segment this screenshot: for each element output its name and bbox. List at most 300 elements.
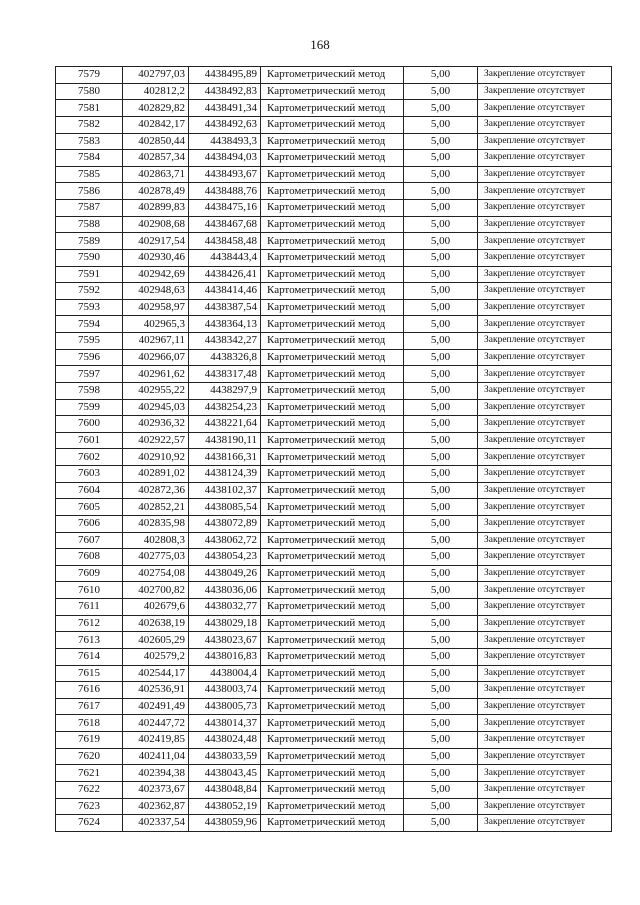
table-row bbox=[56, 299, 612, 316]
method-cell: Картометрический метод bbox=[261, 233, 404, 250]
y-coordinate-cell: 4438029,18 bbox=[189, 615, 261, 632]
table-row bbox=[56, 765, 612, 782]
point-number-cell: 7586 bbox=[56, 183, 123, 200]
table-row bbox=[56, 67, 612, 84]
method-cell: Картометрический метод bbox=[261, 781, 404, 798]
point-number-cell: 7590 bbox=[56, 249, 123, 266]
fixing-cell: Закрепление отсутствует bbox=[478, 283, 612, 300]
point-number-cell: 7618 bbox=[56, 715, 123, 732]
x-coordinate-cell: 402878,49 bbox=[123, 183, 189, 200]
x-coordinate-cell: 402966,07 bbox=[123, 349, 189, 366]
method-cell: Картометрический метод bbox=[261, 299, 404, 316]
y-coordinate-cell: 4438054,23 bbox=[189, 549, 261, 566]
table-row bbox=[56, 665, 612, 682]
fixing-cell: Закрепление отсутствует bbox=[478, 765, 612, 782]
accuracy-cell: 5,00 bbox=[404, 100, 478, 117]
fixing-cell: Закрепление отсутствует bbox=[478, 150, 612, 167]
y-coordinate-cell: 4438102,37 bbox=[189, 482, 261, 499]
y-coordinate-cell: 4438495,89 bbox=[189, 67, 261, 84]
table-row bbox=[56, 499, 612, 516]
table-row bbox=[56, 382, 612, 399]
fixing-cell: Закрепление отсутствует bbox=[478, 399, 612, 416]
x-coordinate-cell: 402679,6 bbox=[123, 599, 189, 616]
table-row bbox=[56, 482, 612, 499]
y-coordinate-cell: 4438005,73 bbox=[189, 698, 261, 715]
y-coordinate-cell: 4438297,9 bbox=[189, 382, 261, 399]
accuracy-cell: 5,00 bbox=[404, 715, 478, 732]
fixing-cell: Закрепление отсутствует bbox=[478, 565, 612, 582]
point-number-cell: 7613 bbox=[56, 632, 123, 649]
table-row bbox=[56, 781, 612, 798]
point-number-cell: 7591 bbox=[56, 266, 123, 283]
point-number-cell: 7622 bbox=[56, 781, 123, 798]
x-coordinate-cell: 402852,21 bbox=[123, 499, 189, 516]
method-cell: Картометрический метод bbox=[261, 382, 404, 399]
method-cell: Картометрический метод bbox=[261, 515, 404, 532]
fixing-cell: Закрепление отсутствует bbox=[478, 233, 612, 250]
table-row bbox=[56, 100, 612, 117]
x-coordinate-cell: 402899,83 bbox=[123, 200, 189, 217]
point-number-cell: 7602 bbox=[56, 449, 123, 466]
point-number-cell: 7593 bbox=[56, 299, 123, 316]
fixing-cell: Закрепление отсутствует bbox=[478, 482, 612, 499]
fixing-cell: Закрепление отсутствует bbox=[478, 299, 612, 316]
point-number-cell: 7587 bbox=[56, 200, 123, 217]
accuracy-cell: 5,00 bbox=[404, 632, 478, 649]
accuracy-cell: 5,00 bbox=[404, 166, 478, 183]
fixing-cell: Закрепление отсутствует bbox=[478, 67, 612, 84]
fixing-cell: Закрепление отсутствует bbox=[478, 549, 612, 566]
fixing-cell: Закрепление отсутствует bbox=[478, 515, 612, 532]
point-number-cell: 7589 bbox=[56, 233, 123, 250]
accuracy-cell: 5,00 bbox=[404, 682, 478, 699]
fixing-cell: Закрепление отсутствует bbox=[478, 349, 612, 366]
table-row bbox=[56, 549, 612, 566]
y-coordinate-cell: 4438342,27 bbox=[189, 333, 261, 350]
method-cell: Картометрический метод bbox=[261, 532, 404, 549]
method-cell: Картометрический метод bbox=[261, 399, 404, 416]
method-cell: Картометрический метод bbox=[261, 665, 404, 682]
x-coordinate-cell: 402842,17 bbox=[123, 116, 189, 133]
fixing-cell: Закрепление отсутствует bbox=[478, 100, 612, 117]
table-row bbox=[56, 316, 612, 333]
method-cell: Картометрический метод bbox=[261, 316, 404, 333]
table-row bbox=[56, 466, 612, 483]
method-cell: Картометрический метод bbox=[261, 83, 404, 100]
fixing-cell: Закрепление отсутствует bbox=[478, 116, 612, 133]
fixing-cell: Закрепление отсутствует bbox=[478, 366, 612, 383]
fixing-cell: Закрепление отсутствует bbox=[478, 582, 612, 599]
fixing-cell: Закрепление отсутствует bbox=[478, 748, 612, 765]
fixing-cell: Закрепление отсутствует bbox=[478, 499, 612, 516]
x-coordinate-cell: 402775,03 bbox=[123, 549, 189, 566]
method-cell: Картометрический метод bbox=[261, 748, 404, 765]
x-coordinate-cell: 402337,54 bbox=[123, 815, 189, 832]
x-coordinate-cell: 402579,2 bbox=[123, 648, 189, 665]
table-row bbox=[56, 333, 612, 350]
x-coordinate-cell: 402544,17 bbox=[123, 665, 189, 682]
x-coordinate-cell: 402835,98 bbox=[123, 515, 189, 532]
point-number-cell: 7580 bbox=[56, 83, 123, 100]
x-coordinate-cell: 402536,91 bbox=[123, 682, 189, 699]
method-cell: Картометрический метод bbox=[261, 599, 404, 616]
table-row bbox=[56, 349, 612, 366]
table-row bbox=[56, 599, 612, 616]
accuracy-cell: 5,00 bbox=[404, 200, 478, 217]
table-row bbox=[56, 732, 612, 749]
accuracy-cell: 5,00 bbox=[404, 83, 478, 100]
x-coordinate-cell: 402754,08 bbox=[123, 565, 189, 582]
y-coordinate-cell: 4438364,13 bbox=[189, 316, 261, 333]
accuracy-cell: 5,00 bbox=[404, 698, 478, 715]
y-coordinate-cell: 4438492,63 bbox=[189, 116, 261, 133]
y-coordinate-cell: 4438072,89 bbox=[189, 515, 261, 532]
method-cell: Картометрический метод bbox=[261, 266, 404, 283]
point-number-cell: 7621 bbox=[56, 765, 123, 782]
method-cell: Картометрический метод bbox=[261, 615, 404, 632]
y-coordinate-cell: 4438254,23 bbox=[189, 399, 261, 416]
table-row bbox=[56, 150, 612, 167]
accuracy-cell: 5,00 bbox=[404, 333, 478, 350]
point-number-cell: 7612 bbox=[56, 615, 123, 632]
accuracy-cell: 5,00 bbox=[404, 565, 478, 582]
coordinates-table bbox=[55, 66, 612, 832]
fixing-cell: Закрепление отсутствует bbox=[478, 781, 612, 798]
table-row bbox=[56, 183, 612, 200]
accuracy-cell: 5,00 bbox=[404, 599, 478, 616]
point-number-cell: 7585 bbox=[56, 166, 123, 183]
fixing-cell: Закрепление отсутствует bbox=[478, 249, 612, 266]
y-coordinate-cell: 4438414,46 bbox=[189, 283, 261, 300]
table-row bbox=[56, 748, 612, 765]
method-cell: Картометрический метод bbox=[261, 249, 404, 266]
y-coordinate-cell: 4438043,45 bbox=[189, 765, 261, 782]
table-row bbox=[56, 116, 612, 133]
y-coordinate-cell: 4438016,83 bbox=[189, 648, 261, 665]
accuracy-cell: 5,00 bbox=[404, 266, 478, 283]
point-number-cell: 7594 bbox=[56, 316, 123, 333]
point-number-cell: 7600 bbox=[56, 416, 123, 433]
y-coordinate-cell: 4438032,77 bbox=[189, 599, 261, 616]
x-coordinate-cell: 402491,49 bbox=[123, 698, 189, 715]
y-coordinate-cell: 4438458,48 bbox=[189, 233, 261, 250]
x-coordinate-cell: 402965,3 bbox=[123, 316, 189, 333]
table-row bbox=[56, 615, 612, 632]
y-coordinate-cell: 4438023,67 bbox=[189, 632, 261, 649]
table-row bbox=[56, 366, 612, 383]
method-cell: Картометрический метод bbox=[261, 732, 404, 749]
y-coordinate-cell: 4438003,74 bbox=[189, 682, 261, 699]
table-row bbox=[56, 283, 612, 300]
y-coordinate-cell: 4438048,84 bbox=[189, 781, 261, 798]
point-number-cell: 7597 bbox=[56, 366, 123, 383]
method-cell: Картометрический метод bbox=[261, 482, 404, 499]
x-coordinate-cell: 402948,63 bbox=[123, 283, 189, 300]
fixing-cell: Закрепление отсутствует bbox=[478, 815, 612, 832]
point-number-cell: 7601 bbox=[56, 432, 123, 449]
table-row bbox=[56, 399, 612, 416]
method-cell: Картометрический метод bbox=[261, 565, 404, 582]
table-row bbox=[56, 166, 612, 183]
method-cell: Картометрический метод bbox=[261, 366, 404, 383]
x-coordinate-cell: 402955,22 bbox=[123, 382, 189, 399]
method-cell: Картометрический метод bbox=[261, 183, 404, 200]
accuracy-cell: 5,00 bbox=[404, 382, 478, 399]
accuracy-cell: 5,00 bbox=[404, 316, 478, 333]
point-number-cell: 7623 bbox=[56, 798, 123, 815]
method-cell: Картометрический метод bbox=[261, 67, 404, 84]
accuracy-cell: 5,00 bbox=[404, 133, 478, 150]
fixing-cell: Закрепление отсутствует bbox=[478, 83, 612, 100]
point-number-cell: 7595 bbox=[56, 333, 123, 350]
point-number-cell: 7610 bbox=[56, 582, 123, 599]
x-coordinate-cell: 402808,3 bbox=[123, 532, 189, 549]
table-row bbox=[56, 233, 612, 250]
point-number-cell: 7614 bbox=[56, 648, 123, 665]
x-coordinate-cell: 402373,67 bbox=[123, 781, 189, 798]
fixing-cell: Закрепление отсутствует bbox=[478, 333, 612, 350]
method-cell: Картометрический метод bbox=[261, 200, 404, 217]
accuracy-cell: 5,00 bbox=[404, 150, 478, 167]
table-row bbox=[56, 698, 612, 715]
table-row bbox=[56, 632, 612, 649]
point-number-cell: 7599 bbox=[56, 399, 123, 416]
method-cell: Картометрический метод bbox=[261, 116, 404, 133]
method-cell: Картометрический метод bbox=[261, 715, 404, 732]
y-coordinate-cell: 4438033,59 bbox=[189, 748, 261, 765]
fixing-cell: Закрепление отсутствует bbox=[478, 316, 612, 333]
method-cell: Картометрический метод bbox=[261, 798, 404, 815]
accuracy-cell: 5,00 bbox=[404, 399, 478, 416]
accuracy-cell: 5,00 bbox=[404, 432, 478, 449]
y-coordinate-cell: 4438124,39 bbox=[189, 466, 261, 483]
y-coordinate-cell: 4438493,67 bbox=[189, 166, 261, 183]
accuracy-cell: 5,00 bbox=[404, 615, 478, 632]
fixing-cell: Закрепление отсутствует bbox=[478, 416, 612, 433]
table-row bbox=[56, 582, 612, 599]
fixing-cell: Закрепление отсутствует bbox=[478, 266, 612, 283]
table-row bbox=[56, 515, 612, 532]
method-cell: Картометрический метод bbox=[261, 648, 404, 665]
accuracy-cell: 5,00 bbox=[404, 283, 478, 300]
method-cell: Картометрический метод bbox=[261, 349, 404, 366]
y-coordinate-cell: 4438443,4 bbox=[189, 249, 261, 266]
method-cell: Картометрический метод bbox=[261, 150, 404, 167]
fixing-cell: Закрепление отсутствует bbox=[478, 599, 612, 616]
fixing-cell: Закрепление отсутствует bbox=[478, 432, 612, 449]
y-coordinate-cell: 4438062,72 bbox=[189, 532, 261, 549]
x-coordinate-cell: 402958,97 bbox=[123, 299, 189, 316]
y-coordinate-cell: 4438494,03 bbox=[189, 150, 261, 167]
point-number-cell: 7592 bbox=[56, 283, 123, 300]
x-coordinate-cell: 402857,34 bbox=[123, 150, 189, 167]
accuracy-cell: 5,00 bbox=[404, 349, 478, 366]
point-number-cell: 7609 bbox=[56, 565, 123, 582]
point-number-cell: 7616 bbox=[56, 682, 123, 699]
y-coordinate-cell: 4438475,16 bbox=[189, 200, 261, 217]
method-cell: Картометрический метод bbox=[261, 216, 404, 233]
y-coordinate-cell: 4438493,3 bbox=[189, 133, 261, 150]
x-coordinate-cell: 402930,46 bbox=[123, 249, 189, 266]
fixing-cell: Закрепление отсутствует bbox=[478, 615, 612, 632]
fixing-cell: Закрепление отсутствует bbox=[478, 798, 612, 815]
table-row bbox=[56, 565, 612, 582]
point-number-cell: 7583 bbox=[56, 133, 123, 150]
accuracy-cell: 5,00 bbox=[404, 648, 478, 665]
x-coordinate-cell: 402945,03 bbox=[123, 399, 189, 416]
x-coordinate-cell: 402411,04 bbox=[123, 748, 189, 765]
table-row bbox=[56, 682, 612, 699]
x-coordinate-cell: 402447,72 bbox=[123, 715, 189, 732]
x-coordinate-cell: 402863,71 bbox=[123, 166, 189, 183]
x-coordinate-cell: 402908,68 bbox=[123, 216, 189, 233]
fixing-cell: Закрепление отсутствует bbox=[478, 183, 612, 200]
x-coordinate-cell: 402605,29 bbox=[123, 632, 189, 649]
fixing-cell: Закрепление отсутствует bbox=[478, 166, 612, 183]
y-coordinate-cell: 4438052,19 bbox=[189, 798, 261, 815]
point-number-cell: 7607 bbox=[56, 532, 123, 549]
point-number-cell: 7611 bbox=[56, 599, 123, 616]
accuracy-cell: 5,00 bbox=[404, 549, 478, 566]
x-coordinate-cell: 402961,62 bbox=[123, 366, 189, 383]
accuracy-cell: 5,00 bbox=[404, 67, 478, 84]
x-coordinate-cell: 402812,2 bbox=[123, 83, 189, 100]
table-row bbox=[56, 249, 612, 266]
x-coordinate-cell: 402922,57 bbox=[123, 432, 189, 449]
accuracy-cell: 5,00 bbox=[404, 449, 478, 466]
point-number-cell: 7617 bbox=[56, 698, 123, 715]
point-number-cell: 7619 bbox=[56, 732, 123, 749]
accuracy-cell: 5,00 bbox=[404, 515, 478, 532]
table-row bbox=[56, 648, 612, 665]
accuracy-cell: 5,00 bbox=[404, 665, 478, 682]
fixing-cell: Закрепление отсутствует bbox=[478, 698, 612, 715]
x-coordinate-cell: 402967,11 bbox=[123, 333, 189, 350]
y-coordinate-cell: 4438326,8 bbox=[189, 349, 261, 366]
y-coordinate-cell: 4438014,37 bbox=[189, 715, 261, 732]
y-coordinate-cell: 4438467,68 bbox=[189, 216, 261, 233]
accuracy-cell: 5,00 bbox=[404, 216, 478, 233]
point-number-cell: 7579 bbox=[56, 67, 123, 84]
point-number-cell: 7588 bbox=[56, 216, 123, 233]
x-coordinate-cell: 402419,85 bbox=[123, 732, 189, 749]
fixing-cell: Закрепление отсутствует bbox=[478, 648, 612, 665]
x-coordinate-cell: 402362,87 bbox=[123, 798, 189, 815]
x-coordinate-cell: 402917,54 bbox=[123, 233, 189, 250]
x-coordinate-cell: 402910,92 bbox=[123, 449, 189, 466]
method-cell: Картометрический метод bbox=[261, 449, 404, 466]
x-coordinate-cell: 402872,36 bbox=[123, 482, 189, 499]
point-number-cell: 7604 bbox=[56, 482, 123, 499]
method-cell: Картометрический метод bbox=[261, 466, 404, 483]
method-cell: Картометрический метод bbox=[261, 133, 404, 150]
method-cell: Картометрический метод bbox=[261, 166, 404, 183]
method-cell: Картометрический метод bbox=[261, 815, 404, 832]
accuracy-cell: 5,00 bbox=[404, 299, 478, 316]
accuracy-cell: 5,00 bbox=[404, 582, 478, 599]
y-coordinate-cell: 4438488,76 bbox=[189, 183, 261, 200]
table-row bbox=[56, 133, 612, 150]
fixing-cell: Закрепление отсутствует bbox=[478, 200, 612, 217]
table-row bbox=[56, 416, 612, 433]
accuracy-cell: 5,00 bbox=[404, 466, 478, 483]
table-row bbox=[56, 432, 612, 449]
x-coordinate-cell: 402829,82 bbox=[123, 100, 189, 117]
fixing-cell: Закрепление отсутствует bbox=[478, 715, 612, 732]
y-coordinate-cell: 4438024,48 bbox=[189, 732, 261, 749]
point-number-cell: 7605 bbox=[56, 499, 123, 516]
accuracy-cell: 5,00 bbox=[404, 781, 478, 798]
point-number-cell: 7620 bbox=[56, 748, 123, 765]
y-coordinate-cell: 4438166,31 bbox=[189, 449, 261, 466]
method-cell: Картометрический метод bbox=[261, 100, 404, 117]
fixing-cell: Закрепление отсутствует bbox=[478, 382, 612, 399]
y-coordinate-cell: 4438085,54 bbox=[189, 499, 261, 516]
x-coordinate-cell: 402936,32 bbox=[123, 416, 189, 433]
point-number-cell: 7581 bbox=[56, 100, 123, 117]
x-coordinate-cell: 402797,03 bbox=[123, 67, 189, 84]
point-number-cell: 7584 bbox=[56, 150, 123, 167]
fixing-cell: Закрепление отсутствует bbox=[478, 449, 612, 466]
fixing-cell: Закрепление отсутствует bbox=[478, 133, 612, 150]
method-cell: Картометрический метод bbox=[261, 333, 404, 350]
table-row bbox=[56, 266, 612, 283]
x-coordinate-cell: 402942,69 bbox=[123, 266, 189, 283]
table-row bbox=[56, 200, 612, 217]
table-row bbox=[56, 798, 612, 815]
table-row bbox=[56, 815, 612, 832]
point-number-cell: 7606 bbox=[56, 515, 123, 532]
fixing-cell: Закрепление отсутствует bbox=[478, 682, 612, 699]
point-number-cell: 7596 bbox=[56, 349, 123, 366]
table-row bbox=[56, 83, 612, 100]
accuracy-cell: 5,00 bbox=[404, 249, 478, 266]
y-coordinate-cell: 4438059,96 bbox=[189, 815, 261, 832]
method-cell: Картометрический метод bbox=[261, 698, 404, 715]
accuracy-cell: 5,00 bbox=[404, 748, 478, 765]
accuracy-cell: 5,00 bbox=[404, 499, 478, 516]
accuracy-cell: 5,00 bbox=[404, 732, 478, 749]
accuracy-cell: 5,00 bbox=[404, 765, 478, 782]
method-cell: Картометрический метод bbox=[261, 682, 404, 699]
y-coordinate-cell: 4438049,26 bbox=[189, 565, 261, 582]
x-coordinate-cell: 402850,44 bbox=[123, 133, 189, 150]
table-row bbox=[56, 216, 612, 233]
accuracy-cell: 5,00 bbox=[404, 233, 478, 250]
accuracy-cell: 5,00 bbox=[404, 482, 478, 499]
accuracy-cell: 5,00 bbox=[404, 815, 478, 832]
accuracy-cell: 5,00 bbox=[404, 798, 478, 815]
accuracy-cell: 5,00 bbox=[404, 116, 478, 133]
fixing-cell: Закрепление отсутствует bbox=[478, 532, 612, 549]
point-number-cell: 7603 bbox=[56, 466, 123, 483]
y-coordinate-cell: 4438426,41 bbox=[189, 266, 261, 283]
accuracy-cell: 5,00 bbox=[404, 183, 478, 200]
point-number-cell: 7624 bbox=[56, 815, 123, 832]
x-coordinate-cell: 402891,02 bbox=[123, 466, 189, 483]
point-number-cell: 7598 bbox=[56, 382, 123, 399]
fixing-cell: Закрепление отсутствует bbox=[478, 665, 612, 682]
y-coordinate-cell: 4438491,34 bbox=[189, 100, 261, 117]
method-cell: Картометрический метод bbox=[261, 632, 404, 649]
y-coordinate-cell: 4438317,48 bbox=[189, 366, 261, 383]
x-coordinate-cell: 402700,82 bbox=[123, 582, 189, 599]
fixing-cell: Закрепление отсутствует bbox=[478, 732, 612, 749]
point-number-cell: 7615 bbox=[56, 665, 123, 682]
table-row bbox=[56, 532, 612, 549]
method-cell: Картометрический метод bbox=[261, 765, 404, 782]
method-cell: Картометрический метод bbox=[261, 499, 404, 516]
